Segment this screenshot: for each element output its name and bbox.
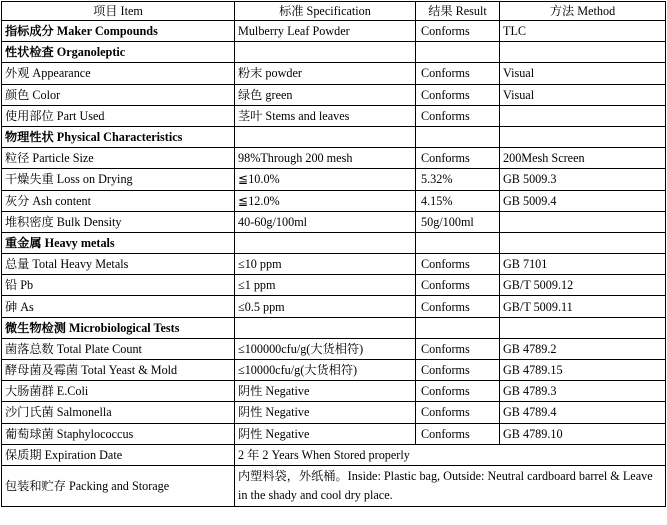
item-cell: 酵母菌及霉菌 Total Yeast & Mold bbox=[2, 360, 235, 381]
specification-cell: ≤10 ppm bbox=[235, 254, 416, 275]
method-cell bbox=[500, 126, 666, 147]
expiration-row bbox=[2, 444, 666, 465]
header-method: 方法 Method bbox=[500, 2, 666, 21]
table-row bbox=[2, 423, 666, 444]
result-cell: Conforms bbox=[416, 105, 500, 126]
item-cell: 颜色 Color bbox=[2, 84, 235, 105]
table-row bbox=[2, 169, 666, 190]
method-cell: Visual bbox=[500, 63, 666, 84]
table-row bbox=[2, 338, 666, 359]
method-cell: GB/T 5009.12 bbox=[500, 275, 666, 296]
item-cell: 重金属 Heavy metals bbox=[2, 232, 235, 253]
section-row bbox=[2, 232, 666, 253]
specification-cell bbox=[235, 42, 416, 63]
result-cell bbox=[416, 317, 500, 338]
result-cell bbox=[416, 126, 500, 147]
table-row bbox=[2, 148, 666, 169]
packing-row bbox=[2, 465, 666, 506]
packing-value: 内塑料袋，外纸桶。Inside: Plastic bag, Outside: Neutral cardboard barrel & Leave in the shady and cool dry place. bbox=[235, 465, 666, 506]
specification-cell: 40-60g/100ml bbox=[235, 211, 416, 232]
method-cell: GB/T 5009.11 bbox=[500, 296, 666, 317]
item-cell: 总量 Total Heavy Metals bbox=[2, 254, 235, 275]
section-row bbox=[2, 317, 666, 338]
method-cell: GB 5009.4 bbox=[500, 190, 666, 211]
item-cell: 物理性状 Physical Characteristics bbox=[2, 126, 235, 147]
result-cell: Conforms bbox=[416, 296, 500, 317]
method-cell bbox=[500, 211, 666, 232]
result-cell: Conforms bbox=[416, 21, 500, 42]
specification-cell: 阴性 Negative bbox=[235, 381, 416, 402]
section-row bbox=[2, 21, 666, 42]
item-cell: 菌落总数 Total Plate Count bbox=[2, 338, 235, 359]
table-row bbox=[2, 211, 666, 232]
method-cell: GB 4789.3 bbox=[500, 381, 666, 402]
table-row bbox=[2, 402, 666, 423]
expiration-value: 2 年 2 Years When Stored properly bbox=[235, 444, 666, 465]
result-cell: 5.32% bbox=[416, 169, 500, 190]
item-cell: 堆积密度 Bulk Density bbox=[2, 211, 235, 232]
method-cell: Visual bbox=[500, 84, 666, 105]
result-cell: Conforms bbox=[416, 84, 500, 105]
specification-cell: ≤100000cfu/g(大货相符) bbox=[235, 338, 416, 359]
expiration-label: 保质期 Expiration Date bbox=[2, 444, 235, 465]
result-cell: Conforms bbox=[416, 63, 500, 84]
method-cell: GB 4789.2 bbox=[500, 338, 666, 359]
specification-cell: 98%Through 200 mesh bbox=[235, 148, 416, 169]
specification-cell: 绿色 green bbox=[235, 84, 416, 105]
result-cell: Conforms bbox=[416, 360, 500, 381]
result-cell: Conforms bbox=[416, 402, 500, 423]
table-row bbox=[2, 275, 666, 296]
item-cell: 葡萄球菌 Staphylococcus bbox=[2, 423, 235, 444]
method-cell bbox=[500, 232, 666, 253]
specification-table bbox=[1, 1, 666, 507]
header-specification: 标准 Specification bbox=[235, 2, 416, 21]
item-cell: 干燥失重 Loss on Drying bbox=[2, 169, 235, 190]
specification-cell: ≤1 ppm bbox=[235, 275, 416, 296]
item-cell: 铅 Pb bbox=[2, 275, 235, 296]
method-cell: GB 4789.4 bbox=[500, 402, 666, 423]
specification-cell: 阴性 Negative bbox=[235, 402, 416, 423]
specification-cell: Mulberry Leaf Powder bbox=[235, 21, 416, 42]
item-cell: 性状检查 Organoleptic bbox=[2, 42, 235, 63]
method-cell: TLC bbox=[500, 21, 666, 42]
specification-cell: ≤10000cfu/g(大货相符) bbox=[235, 360, 416, 381]
item-cell: 微生物检测 Microbiological Tests bbox=[2, 317, 235, 338]
header-result: 结果 Result bbox=[416, 2, 500, 21]
item-cell: 指标成分 Maker Compounds bbox=[2, 21, 235, 42]
specification-cell: 阴性 Negative bbox=[235, 423, 416, 444]
method-cell: GB 5009.3 bbox=[500, 169, 666, 190]
method-cell bbox=[500, 105, 666, 126]
section-row bbox=[2, 126, 666, 147]
header-item: 项目 Item bbox=[2, 2, 235, 21]
result-cell bbox=[416, 42, 500, 63]
section-row bbox=[2, 42, 666, 63]
specification-cell: 粉末 powder bbox=[235, 63, 416, 84]
specification-cell: ≦10.0% bbox=[235, 169, 416, 190]
table-row bbox=[2, 63, 666, 84]
table-header-row bbox=[2, 2, 666, 21]
table-row bbox=[2, 381, 666, 402]
specification-cell bbox=[235, 317, 416, 338]
method-cell: 200Mesh Screen bbox=[500, 148, 666, 169]
result-cell bbox=[416, 232, 500, 253]
result-cell: Conforms bbox=[416, 148, 500, 169]
method-cell bbox=[500, 42, 666, 63]
item-cell: 砷 As bbox=[2, 296, 235, 317]
result-cell: Conforms bbox=[416, 381, 500, 402]
packing-label: 包装和贮存 Packing and Storage bbox=[2, 465, 235, 506]
table-row bbox=[2, 84, 666, 105]
method-cell: GB 4789.10 bbox=[500, 423, 666, 444]
specification-cell bbox=[235, 126, 416, 147]
specification-cell: ≦12.0% bbox=[235, 190, 416, 211]
result-cell: Conforms bbox=[416, 275, 500, 296]
result-cell: 4.15% bbox=[416, 190, 500, 211]
specification-cell: 茎叶 Stems and leaves bbox=[235, 105, 416, 126]
item-cell: 外观 Appearance bbox=[2, 63, 235, 84]
item-cell: 沙门氏菌 Salmonella bbox=[2, 402, 235, 423]
specification-cell: ≤0.5 ppm bbox=[235, 296, 416, 317]
result-cell: Conforms bbox=[416, 254, 500, 275]
item-cell: 粒径 Particle Size bbox=[2, 148, 235, 169]
table-row bbox=[2, 254, 666, 275]
table-row bbox=[2, 360, 666, 381]
item-cell: 使用部位 Part Used bbox=[2, 105, 235, 126]
result-cell: Conforms bbox=[416, 423, 500, 444]
specification-cell bbox=[235, 232, 416, 253]
result-cell: Conforms bbox=[416, 338, 500, 359]
result-cell: 50g/100ml bbox=[416, 211, 500, 232]
table-row bbox=[2, 190, 666, 211]
table-row bbox=[2, 105, 666, 126]
item-cell: 灰分 Ash content bbox=[2, 190, 235, 211]
method-cell: GB 7101 bbox=[500, 254, 666, 275]
item-cell: 大肠菌群 E.Coli bbox=[2, 381, 235, 402]
table-row bbox=[2, 296, 666, 317]
method-cell: GB 4789.15 bbox=[500, 360, 666, 381]
method-cell bbox=[500, 317, 666, 338]
